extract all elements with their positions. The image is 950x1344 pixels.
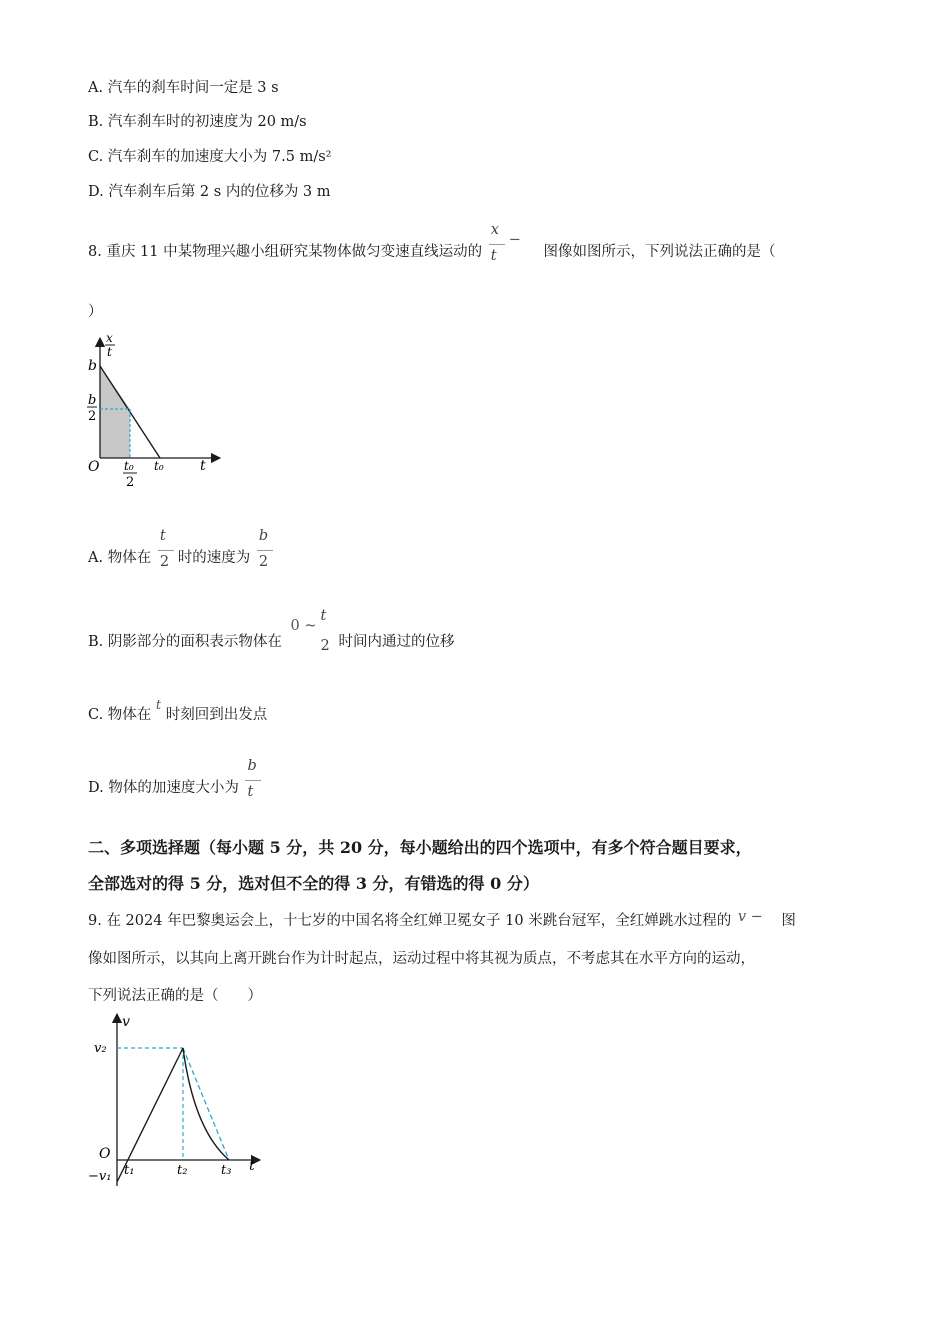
q9-graph xyxy=(84,1010,269,1190)
q8-option-d: D. 物体的加速度大小为 $\frac{b}{t}$ xyxy=(88,778,265,798)
q8-option-b: B. 阴影部分的面积表示物体在 0 ~ t 2 时间内通过的位移 xyxy=(88,608,455,654)
y-label-den: t xyxy=(107,345,112,359)
label-t: t xyxy=(200,458,206,474)
q9-stem-line3: 下列说法正确的是（ ） xyxy=(88,988,262,1004)
label-t1: t₁ xyxy=(124,1163,135,1178)
label-b-half-num: b xyxy=(88,393,97,408)
section2-heading-line1: 二、多项选择题（每小题 5 分，共 20 分，每小题给出的四个选项中，有多个符合题目要求， xyxy=(88,838,752,857)
q9-stem-line1: 9. 在 2024 年巴黎奥运会上，十七岁的中国名将全红婵卫冕女子 10 米跳台冠军，全红婵跳水过程的 v − 图 xyxy=(88,909,796,929)
q8-stem: 8. 重庆 11 中某物理兴趣小组研究某物体做匀变速直线运动的 $\frac{x}{t}$ − 图像如图所示，下列说法正确的是（ xyxy=(88,222,776,264)
straight-dashed xyxy=(183,1048,229,1160)
q7-option-d: D. 汽车刹车后第 2 s 内的位移为 3 m xyxy=(88,184,331,200)
q9-stem-line2: 像如图所示，以其向上离开跳台作为计时起点，运动过程中将其视为质点，不考虑其在水平方向的运动， xyxy=(88,951,755,967)
label-b-half-den: 2 xyxy=(88,409,97,424)
label-b: b xyxy=(88,358,97,374)
label-t: t xyxy=(249,1158,255,1174)
label-t0-half-num: t₀ xyxy=(124,459,134,473)
q7-option-a: A. 汽车的刹车时间一定是 3 s xyxy=(88,80,279,96)
label-v2: v₂ xyxy=(94,1041,107,1056)
q8-stem-after: 图像如图所示，下列说法正确的是（ xyxy=(543,244,776,260)
q8-stem-fraction: $\frac{x}{t}$ xyxy=(487,242,509,262)
label-t2: t₂ xyxy=(177,1163,188,1178)
section2-heading-line2: 全部选对的得 5 分，选对但不全的得 3 分，有错选的得 0 分） xyxy=(88,874,539,893)
label-origin: O xyxy=(99,1146,111,1162)
label-t0: t₀ xyxy=(154,459,164,473)
label-t0-half-den: 2 xyxy=(126,475,135,490)
q8-stem-before: 8. 重庆 11 中某物理兴趣小组研究某物体做匀变速直线运动的 xyxy=(88,244,483,260)
label-origin: O xyxy=(88,459,100,475)
y-label-num: x xyxy=(106,331,113,345)
label-v: v xyxy=(122,1014,130,1030)
rising-line xyxy=(117,1048,183,1182)
q7-option-c: C. 汽车刹车的加速度大小为 7.5 m/s² xyxy=(88,149,332,165)
label-neg-v1: −v₁ xyxy=(88,1169,112,1184)
q8-graph xyxy=(82,328,232,493)
shaded-area xyxy=(100,366,130,458)
q8-stem-close: ） xyxy=(88,304,103,320)
q7-option-b: B. 汽车刹车时的初速度为 20 m/s xyxy=(88,114,307,130)
q8-option-c: C. 物体在 t 时刻回到出发点 xyxy=(88,698,268,723)
label-t3: t₃ xyxy=(221,1163,232,1178)
q8-option-a: A. 物体在 $\frac{t}{2}$ 时的速度为 $\frac{b}{2}$ xyxy=(88,548,277,568)
